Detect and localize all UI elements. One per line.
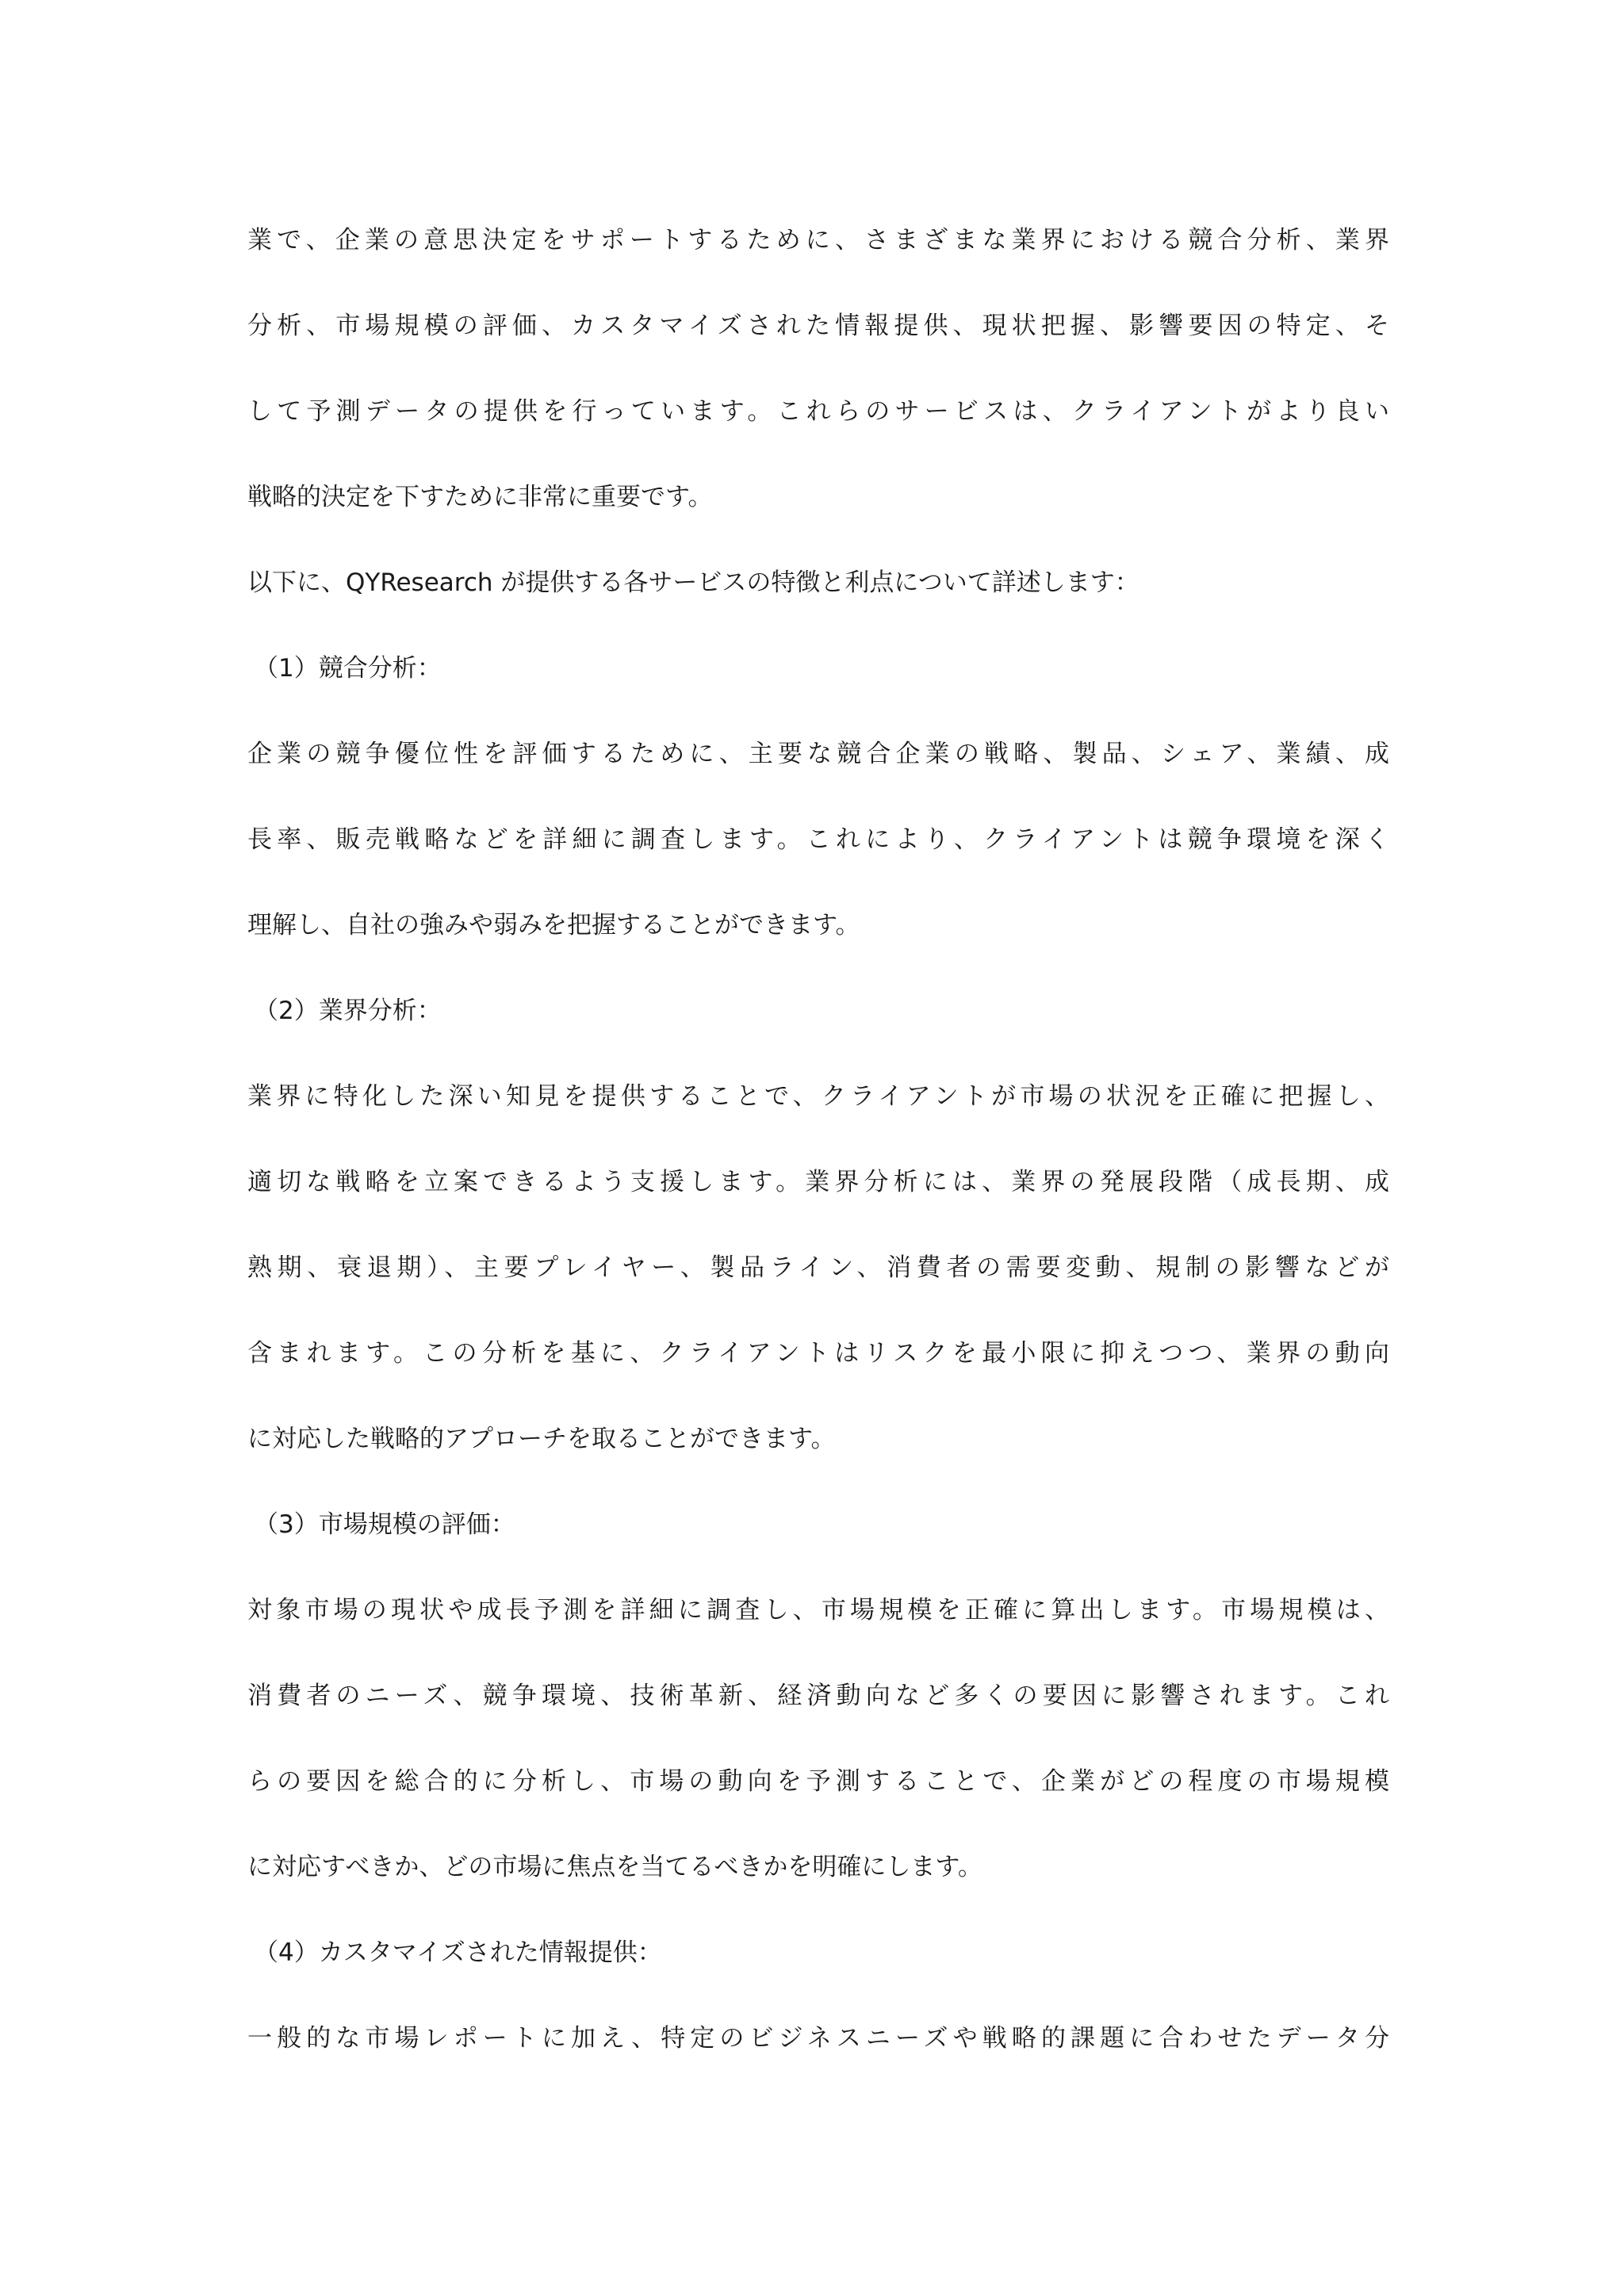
intro-line-1: 業で、企業の意思決定をサポートするために、さまざまな業界における競合分析、業界 <box>247 226 1389 254</box>
section-3-line-2: 消費者のニーズ、競争環境、技術革新、経済動向など多くの要因に影響されます。これ <box>247 1682 1389 1710</box>
section-3-heading: （3）市場規模の評価： <box>254 1510 515 1539</box>
section-2-line-1: 業界に特化した深い知見を提供することで、クライアントが市場の状況を正確に把握し、 <box>247 1082 1389 1111</box>
section-3-line-3: らの要因を総合的に分析し、市場の動向を予測することで、企業がどの程度の市場規模 <box>247 1767 1389 1796</box>
overview-line-1: 以下に、QYResearch が提供する各サービスの特徴と利点について詳述します： <box>247 568 1139 597</box>
section-3-line-1: 対象市場の現状や成長予測を詳細に調査し、市場規模を正確に算出します。市場規模は、 <box>247 1596 1389 1624</box>
section-1-line-3: 理解し、自社の強みや弱みを把握することができます。 <box>247 911 860 939</box>
section-1-heading: （1）競合分析： <box>254 654 442 683</box>
section-2-line-4: 含まれます。この分析を基に、クライアントはリスクを最小限に抑えつつ、業界の動向 <box>247 1339 1389 1368</box>
section-2-line-3: 熟期、衰退期）、主要プレイヤー、製品ライン、消費者の需要変動、規制の影響などが <box>247 1253 1389 1282</box>
section-1-line-1: 企業の競争優位性を評価するために、主要な競合企業の戦略、製品、シェア、業績、成 <box>247 740 1389 768</box>
intro-line-3: して予測データの提供を行っています。これらのサービスは、クライアントがより良い <box>247 397 1389 426</box>
section-2-line-2: 適切な戦略を立案できるよう支援します。業界分析には、業界の発展段階（成長期、成 <box>247 1168 1389 1196</box>
section-2-heading: （2）業界分析： <box>254 997 442 1025</box>
section-1-line-2: 長率、販売戦略などを詳細に調査します。これにより、クライアントは競争環境を深く <box>247 825 1389 854</box>
intro-line-4: 戦略的決定を下すために非常に重要です。 <box>247 483 713 511</box>
intro-line-2: 分析、市場規模の評価、カスタマイズされた情報提供、現状把握、影響要因の特定、そ <box>247 312 1389 340</box>
section-2-line-5: に対応した戦略的アプローチを取ることができます。 <box>247 1425 836 1453</box>
section-4-heading: （4）カスタマイズされた情報提供： <box>254 1938 662 1967</box>
section-3-line-4: に対応すべきか、どの市場に焦点を当てるべきかを明確にします。 <box>247 1853 982 1881</box>
section-4-line-1: 一般的な市場レポートに加え、特定のビジネスニーズや戦略的課題に合わせたデータ分 <box>247 2024 1389 2053</box>
